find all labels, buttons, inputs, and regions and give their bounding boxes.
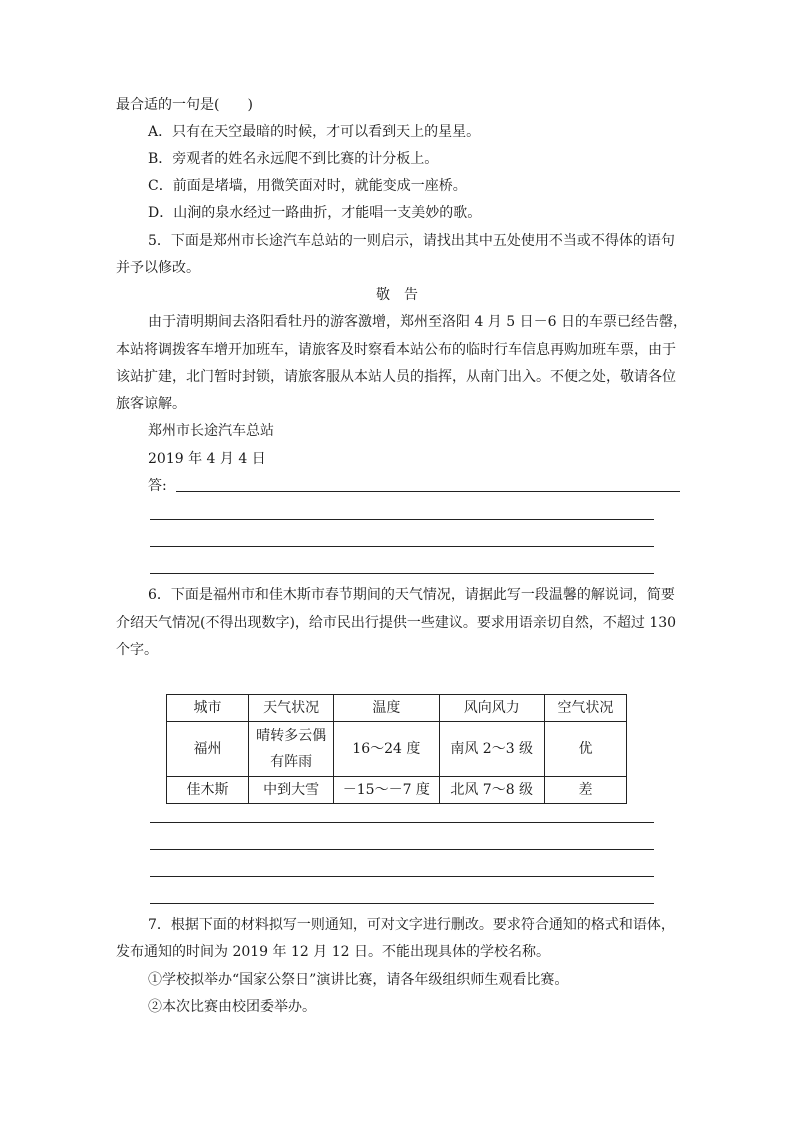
table-row (167, 722, 627, 777)
q4-option-c: C．前面是堵墙，用微笑面对时，就能变成一座桥。 (148, 178, 467, 194)
q6-answer-line[interactable] (150, 822, 654, 823)
q6-answer-line[interactable] (150, 849, 654, 850)
cell-temperature: －15～－7 度 (334, 777, 439, 804)
notice-line-1: 由于清明期间去洛阳看牡丹的游客激增，郑州至洛阳 4 月 5 日－6 日的车票已经告罄， (148, 314, 687, 330)
cell-city: 佳木斯 (167, 777, 249, 804)
cell-weather-line-1: 晴转多云偶 (256, 728, 327, 744)
notice-line-4: 旅客谅解。 (116, 396, 186, 412)
table-row (167, 777, 627, 804)
q7-material-item-1: ①学校拟举办“国家公祭日”演讲比赛，请各年级组织师生观看比赛。 (148, 972, 569, 988)
q6-answer-line[interactable] (150, 876, 654, 877)
notice-signature: 郑州市长途汽车总站 (148, 423, 274, 439)
q6-prompt-line-1: 6．下面是福州市和佳木斯市春节期间的天气情况，请据此写一段温馨的解说词，简要 (148, 587, 675, 603)
q5-prompt-line-1: 5．下面是郑州市长途汽车总站的一则启示，请找出其中五处使用不当或不得体的语句 (148, 233, 675, 249)
q4-option-a: A．只有在天空最暗的时候，才可以看到天上的星星。 (148, 124, 481, 140)
cell-weather (249, 722, 334, 777)
q7-prompt-line-2: 发布通知的时间为 2019 年 12 月 12 日。不能出现具体的学校名称。 (116, 944, 550, 960)
notice-title: 敬 告 (376, 287, 418, 303)
q4-stem-end: 最合适的一句是( ) (116, 97, 253, 113)
q7-prompt-line-1: 7．根据下面的材料拟写一则通知，可对文字进行删改。要求符合通知的格式和语体， (148, 917, 675, 933)
header-weather: 天气状况 (249, 695, 334, 722)
cell-temperature: 16～24 度 (334, 722, 439, 777)
header-city: 城市 (167, 695, 249, 722)
q5-answer-line[interactable] (176, 491, 680, 492)
cell-wind: 北风 7～8 级 (439, 777, 544, 804)
notice-line-3: 该站扩建，北门暂时封锁，请旅客服从本站人员的指挥，从南门出入。不便之处，敬请各位 (116, 369, 676, 385)
cell-air-quality: 优 (544, 722, 626, 777)
weather-table (166, 694, 627, 804)
table-header-row (167, 695, 627, 722)
cell-city: 福州 (167, 722, 249, 777)
q4-option-d: D．山涧的泉水经过一路曲折，才能唱一支美妙的歌。 (148, 205, 482, 221)
notice-line-2: 本站将调拨客车增开加班车，请旅客及时察看本站公布的临时行车信息再购加班车票，由于 (116, 342, 676, 358)
cell-weather-line-2: 有阵雨 (270, 754, 313, 770)
q6-prompt-line-2: 介绍天气情况(不得出现数字)，给市民出行提供一些建议。要求用语亲切自然，不超过 130 (116, 615, 677, 631)
q6-answer-line[interactable] (150, 903, 654, 904)
cell-air-quality: 差 (544, 777, 626, 804)
cell-weather: 中到大雪 (249, 777, 334, 804)
header-air-quality: 空气状况 (544, 695, 626, 722)
q7-material-item-2: ②本次比赛由校团委举办。 (148, 999, 316, 1015)
cell-wind: 南风 2～3 级 (439, 722, 544, 777)
q6-prompt-line-3: 个字。 (116, 642, 158, 658)
q5-answer-label: 答: (148, 478, 167, 494)
q4-option-b: B．旁观者的姓名永远爬不到比赛的计分板上。 (148, 151, 439, 167)
q5-answer-line[interactable] (150, 573, 654, 574)
q5-answer-line[interactable] (150, 519, 654, 520)
notice-date: 2019 年 4 月 4 日 (148, 451, 266, 467)
q5-answer-line[interactable] (150, 546, 654, 547)
header-temperature: 温度 (334, 695, 439, 722)
q5-prompt-line-2: 并予以修改。 (116, 260, 200, 276)
header-wind: 风向风力 (439, 695, 544, 722)
